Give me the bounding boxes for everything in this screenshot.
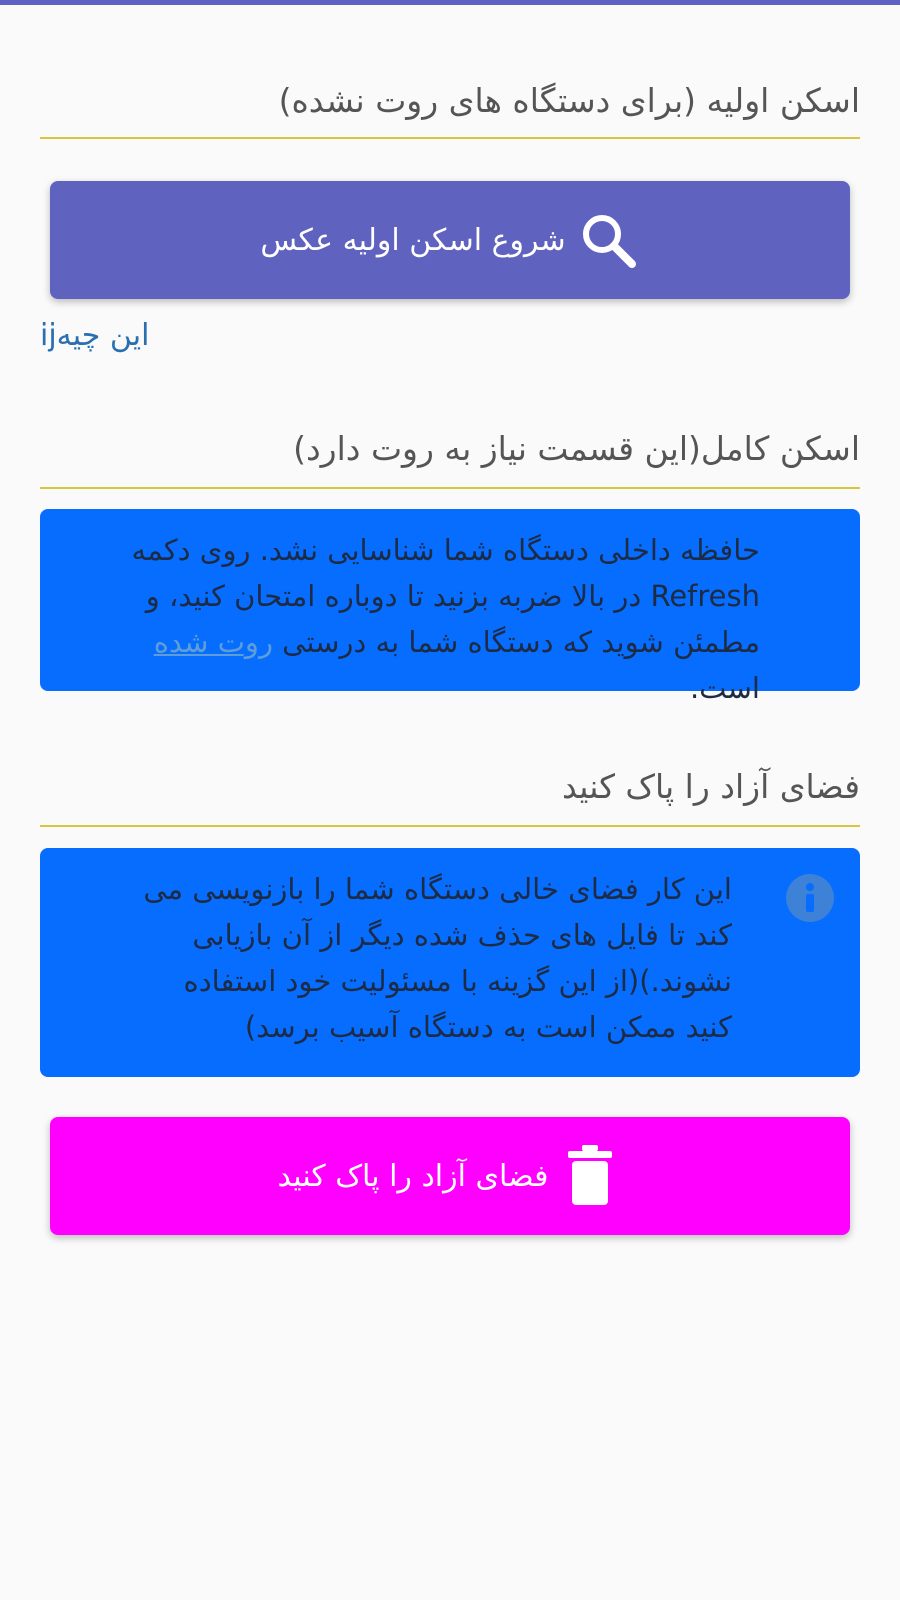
- message-text-part2: است.: [689, 671, 760, 705]
- message-text-part1: حافظه داخلی دستگاه شما شناسایی نشد. روی دکمه Refresh در بالا ضربه بزنید تا دوباره امتحان کنید، و مطمئن شوید که دستگاه شما به درستی: [131, 533, 760, 659]
- basic-scan-divider: [40, 137, 860, 139]
- info-icon: [786, 874, 834, 922]
- wipe-free-space-title: فضای آزاد را پاک کنید: [561, 767, 860, 806]
- storage-not-detected-message: [40, 509, 860, 705]
- what-is-this-link[interactable]: این چیهij: [40, 318, 150, 353]
- wipe-warning-text: این کار فضای خالی دستگاه شما را بازنویسی می کند تا فایل های حذف شده دیگر از آن بازیابی نشوند.)(از این گزینه با مسئولیت خود استفاده کنید ممکن است به دستگاه آسیب برسد): [143, 872, 732, 1044]
- full-scan-title: اسکن کامل(این قسمت نیاز به روت دارد): [293, 429, 860, 468]
- trash-icon: [558, 1144, 622, 1208]
- wipe-warning-message: [40, 848, 860, 1077]
- search-icon: [576, 208, 640, 272]
- full-scan-divider: [40, 487, 860, 489]
- wipe-free-space-button[interactable]: [50, 1117, 850, 1235]
- rooted-link[interactable]: روت شده: [153, 625, 273, 659]
- basic-scan-title: اسکن اولیه (برای دستگاه های روت نشده): [278, 81, 860, 120]
- wipe-free-space-divider: [40, 825, 860, 827]
- start-basic-scan-button[interactable]: [50, 181, 850, 299]
- start-basic-scan-label: شروع اسکن اولیه عکس: [260, 222, 566, 258]
- wipe-free-space-label: فضای آزاد را پاک کنید: [277, 1158, 549, 1194]
